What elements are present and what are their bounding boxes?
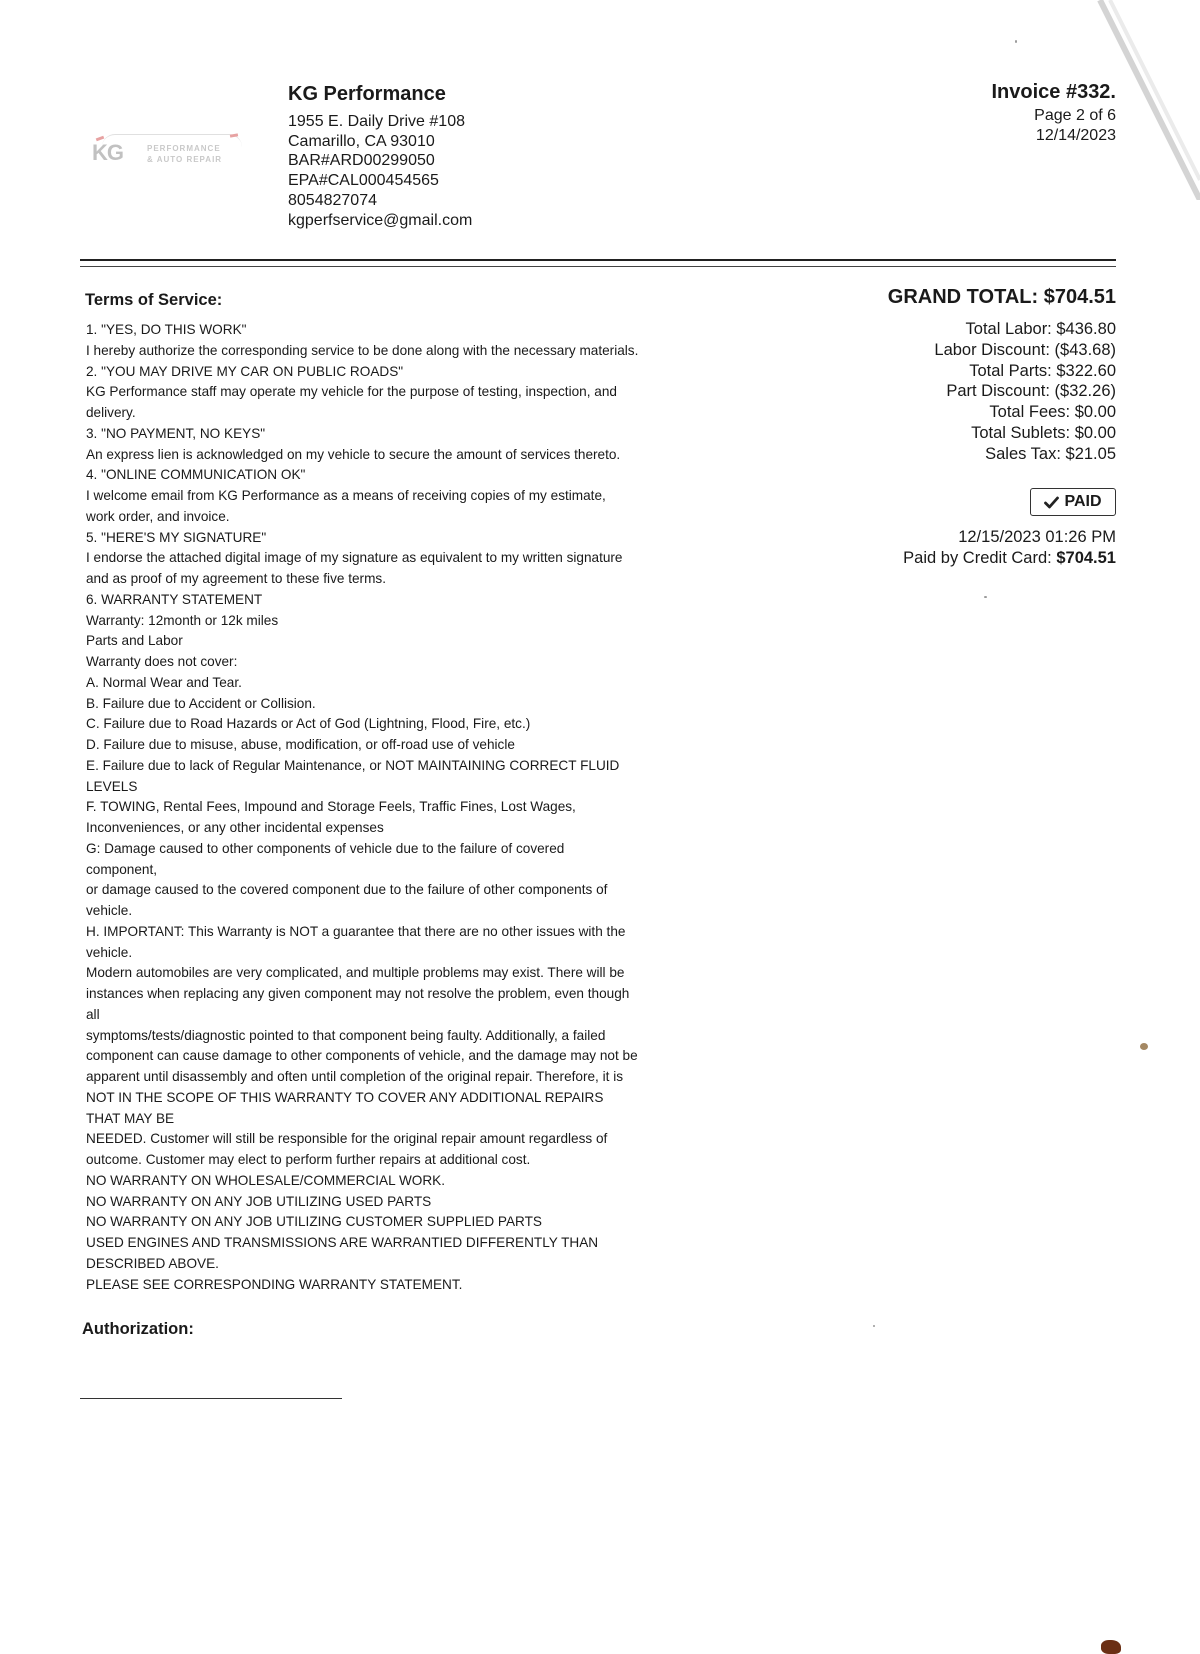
terms-line: PLEASE SEE CORRESPONDING WARRANTY STATEMENT. — [86, 1276, 463, 1292]
signature-line — [80, 1398, 342, 1399]
scan-speck — [1015, 40, 1017, 43]
logo-mark: KG — [92, 140, 123, 165]
terms-line: F. TOWING, Rental Fees, Impound and Storage Feels, Traffic Fines, Lost Wages, — [86, 799, 576, 815]
terms-line: NO WARRANTY ON ANY JOB UTILIZING CUSTOMER SUPPLIED PARTS — [86, 1214, 542, 1230]
terms-line: An express lien is acknowledged on my vehicle to secure the amount of services thereto. — [86, 446, 621, 462]
terms-line: Modern automobiles are very complicated, and multiple problems may exist. There will be — [86, 965, 625, 981]
company-email: kgperfservice@gmail.com — [288, 211, 473, 229]
terms-line: I welcome email from KG Performance as a means of receiving copies of my estimate, — [86, 488, 606, 503]
terms-line: Warranty: 12month or 12k miles — [86, 612, 279, 628]
terms-line: NO WARRANTY ON WHOLESALE/COMMERCIAL WORK. — [86, 1172, 446, 1188]
terms-line: and as proof of my agreement to these five terms. — [86, 571, 386, 586]
terms-line: work order, and invoice. — [86, 508, 230, 524]
header-divider — [80, 266, 1116, 267]
scan-speck — [873, 1325, 875, 1327]
terms-line: vehicle. — [86, 944, 133, 960]
terms-line: vehicle. — [86, 903, 133, 918]
payment-method — [903, 548, 1116, 569]
totals-breakdown — [934, 319, 1116, 465]
scan-stain — [1140, 1043, 1148, 1050]
logo-tagline: & AUTO REPAIR — [147, 155, 223, 164]
company-phone: 8054827074 — [288, 191, 377, 209]
terms-line: component can cause damage to other components of vehicle, and the damage may not be — [86, 1048, 638, 1064]
terms-line: or damage caused to the covered component due to the failure of other components of — [86, 882, 608, 898]
payment-method-label: Paid by Credit Card: — [903, 549, 1052, 567]
terms-body — [86, 320, 686, 1295]
terms-line: B. Failure due to Accident or Collision. — [86, 695, 316, 711]
company-info — [288, 82, 472, 230]
terms-line: G: Damage caused to other components of vehicle due to the failure of covered — [86, 840, 565, 856]
terms-line: 5. "HERE'S MY SIGNATURE" — [86, 529, 267, 545]
terms-line: E. Failure due to lack of Regular Maintenance, or NOT MAINTAINING CORRECT FLUID — [86, 757, 620, 773]
company-bar-number: BAR#ARD00299050 — [288, 152, 435, 170]
paid-badge — [1030, 488, 1116, 516]
paid-label: PAID — [1064, 493, 1102, 510]
terms-line: USED ENGINES AND TRANSMISSIONS ARE WARRANTIED DIFFERENTLY THAN — [86, 1235, 599, 1250]
invoice-number: Invoice #332. — [991, 81, 1116, 103]
terms-line: C. Failure due to Road Hazards or Act of God (Lightning, Flood, Fire, etc.) — [86, 716, 531, 732]
company-name: KG Performance — [288, 83, 446, 105]
terms-line: component, — [86, 861, 158, 877]
payment-amount: $704.51 — [1056, 549, 1116, 567]
page-fold-shadow — [1070, 0, 1200, 200]
logo-tagline: PERFORMANCE — [147, 144, 221, 153]
check-icon — [1044, 496, 1059, 509]
terms-line: THAT MAY BE — [86, 1110, 175, 1126]
company-epa-number: EPA#CAL000454565 — [288, 172, 439, 190]
terms-line: DESCRIBED ABOVE. — [86, 1255, 219, 1271]
terms-line: delivery. — [86, 405, 136, 420]
terms-line: 1. "YES, DO THIS WORK" — [86, 322, 247, 337]
total-row: Total Sublets: $0.00 — [971, 423, 1116, 442]
company-address-line1: 1955 E. Daily Drive #108 — [288, 113, 465, 130]
terms-line: all — [86, 1006, 100, 1022]
terms-line: 2. "YOU MAY DRIVE MY CAR ON PUBLIC ROADS" — [86, 363, 404, 379]
terms-line: outcome. Customer may elect to perform further repairs at additional cost. — [86, 1152, 531, 1167]
terms-line: A. Normal Wear and Tear. — [86, 674, 242, 690]
company-logo — [92, 134, 252, 174]
terms-line: I endorse the attached digital image of my signature as equivalent to my written signature — [86, 550, 623, 566]
terms-line: 6. WARRANTY STATEMENT — [86, 591, 263, 607]
terms-line: symptoms/tests/diagnostic pointed to that component being faulty. Additionally, a failed — [86, 1027, 606, 1043]
terms-line: 3. "NO PAYMENT, NO KEYS" — [86, 425, 266, 441]
terms-line: LEVELS — [86, 778, 138, 794]
invoice-date: 12/14/2023 — [1035, 126, 1116, 144]
terms-line: Inconveniences, or any other incidental expenses — [86, 820, 384, 835]
grand-total: GRAND TOTAL: $704.51 — [887, 286, 1116, 308]
terms-line: H. IMPORTANT: This Warranty is NOT a guarantee that there are no other issues with the — [86, 923, 626, 939]
terms-line: I hereby authorize the corresponding service to be done along with the necessary materials. — [86, 342, 639, 358]
terms-line: NEEDED. Customer will still be responsible for the original repair amount regardless of — [86, 1131, 608, 1147]
terms-line: D. Failure due to misuse, abuse, modification, or off-road use of vehicle — [86, 737, 515, 752]
total-row: Total Labor: $436.80 — [965, 320, 1116, 338]
terms-line: KG Performance staff may operate my vehicle for the purpose of testing, inspection, and — [86, 384, 617, 400]
header-divider — [80, 259, 1116, 261]
company-address-line2: Camarillo, CA 93010 — [288, 132, 435, 150]
total-row: Labor Discount: ($43.68) — [934, 340, 1116, 359]
terms-line: apparent until disassembly and often until completion of the original repair. Therefore, it is — [86, 1069, 624, 1084]
terms-line: NOT IN THE SCOPE OF THIS WARRANTY TO COVER ANY ADDITIONAL REPAIRS — [86, 1089, 604, 1105]
terms-line: NO WARRANTY ON ANY JOB UTILIZING USED PARTS — [86, 1193, 432, 1209]
terms-line: Parts and Labor — [86, 633, 183, 649]
payment-datetime: 12/15/2023 01:26 PM — [958, 528, 1116, 546]
page-indicator: Page 2 of 6 — [1034, 107, 1116, 124]
authorization-title: Authorization: — [82, 1320, 194, 1338]
terms-line: 4. "ONLINE COMMUNICATION OK" — [86, 467, 306, 483]
terms-line: Warranty does not cover: — [86, 654, 238, 669]
total-row: Total Fees: $0.00 — [989, 403, 1116, 422]
scan-speck — [984, 596, 987, 598]
total-row: Part Discount: ($32.26) — [946, 382, 1116, 401]
payment-info — [903, 527, 1116, 569]
total-row: Total Parts: $322.60 — [969, 361, 1116, 380]
terms-title: Terms of Service: — [85, 291, 223, 309]
total-row: Sales Tax: $21.05 — [985, 444, 1116, 463]
terms-line: instances when replacing any given component may not resolve the problem, even though — [86, 986, 630, 1001]
